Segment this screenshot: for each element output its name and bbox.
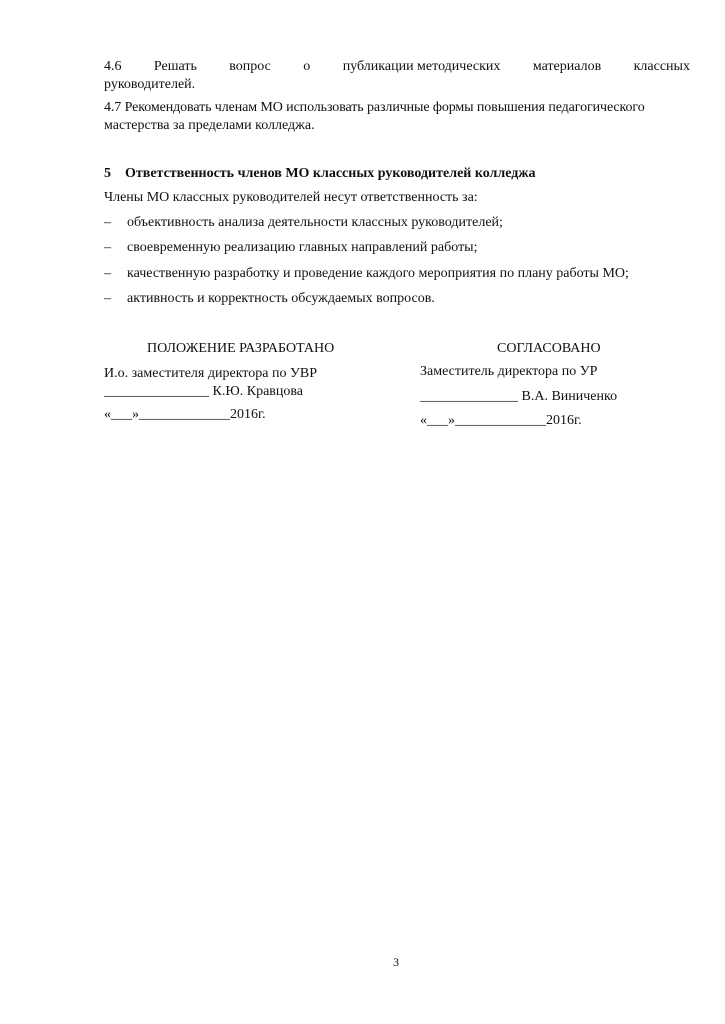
- paragraph-4-6-line-1: [104, 58, 690, 76]
- paragraph-4-7-line-1: 4.7 Рекомендовать членам МО использовать различные формы повышения педагогического: [104, 100, 645, 115]
- p46-word: публикации методических: [342, 59, 501, 74]
- list-item-text: активность и корректность обсуждаемых вопросов.: [127, 291, 435, 306]
- p46-word: Решать: [153, 59, 197, 74]
- signature-right-title: СОГЛАСОВАНО: [497, 341, 601, 356]
- list-dash: –: [104, 240, 111, 255]
- section-5-heading: Ответственность членов МО классных руководителей колледжа: [125, 166, 536, 181]
- list-dash: –: [104, 291, 111, 306]
- list-dash: –: [104, 266, 111, 281]
- p46-word: классных: [633, 59, 690, 74]
- signature-left-sign-line: _______________ К.Ю. Кравцова: [104, 384, 304, 399]
- signature-left-date: «___»_____________2016г.: [104, 407, 266, 422]
- list-item-text: объективность анализа деятельности классных руководителей;: [127, 215, 503, 230]
- p46-word: вопрос: [229, 59, 271, 74]
- list-item-text: качественную разработку и проведение каждого мероприятия по плану работы МО;: [127, 266, 629, 281]
- signature-right-date: «___»_____________2016г.: [420, 413, 582, 428]
- paragraph-4-7-line-2: мастерства за пределами колледжа.: [104, 118, 315, 133]
- page-number: 3: [393, 955, 399, 969]
- list-item-text: своевременную реализацию главных направлений работы;: [127, 240, 478, 255]
- signature-left-title: ПОЛОЖЕНИЕ РАЗРАБОТАНО: [147, 341, 335, 356]
- p46-word: 4.6: [104, 59, 122, 74]
- p46-word: материалов: [532, 59, 602, 74]
- section-5-intro: Члены МО классных руководителей несут ответственность за:: [104, 190, 478, 205]
- list-dash: –: [104, 215, 111, 230]
- signature-right-position: Заместитель директора по УР: [420, 364, 598, 379]
- signature-left-position: И.о. заместителя директора по УВР: [104, 366, 317, 381]
- section-5-number: 5: [104, 166, 111, 181]
- paragraph-4-6-line-2: руководителей.: [104, 77, 196, 92]
- signature-right-sign-line: ______________ В.А. Виниченко: [420, 389, 618, 404]
- p46-word: о: [303, 59, 311, 74]
